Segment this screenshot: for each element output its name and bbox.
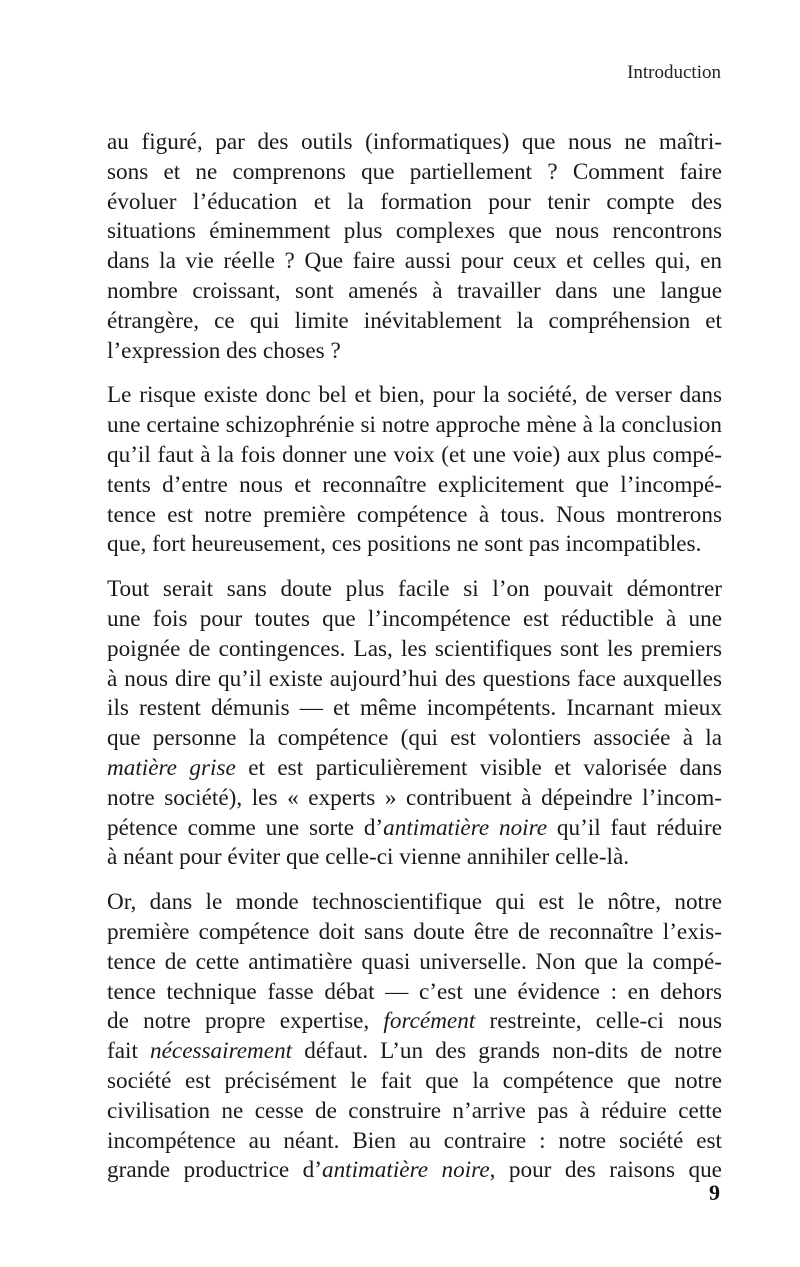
text-line: tents d’entre nous et reconnaître explicitement que l’incompé- <box>107 471 722 498</box>
text-line: incompétence au néant. Bien au contraire : notre société est <box>107 1127 722 1154</box>
italic-term: matière grise <box>107 754 236 781</box>
text-line: matière grise et est particulièrement visible et valorisée dans <box>107 754 722 781</box>
text-line: de notre propre expertise, forcément restreinte, celle-ci nous <box>107 1008 722 1035</box>
text-line: qu’il faut à la fois donner une voix (et une voie) aux plus compé- <box>107 441 722 468</box>
text-line: évoluer l’éducation et la formation pour tenir compte des <box>107 188 722 215</box>
text-line: au figuré, par des outils (informatiques) que nous ne maîtri- <box>107 129 722 155</box>
paragraph-1 <box>107 128 722 366</box>
paragraph-2 <box>107 381 722 560</box>
text-line: poignée de contingences. Las, les scientifiques sont les premiers <box>107 635 722 662</box>
text-line: une certaine schizophrénie si notre approche mène à la conclusion <box>107 412 722 439</box>
text-line: Tout serait sans doute plus facile si l’on pouvait démontrer <box>107 576 722 603</box>
text-line: civilisation ne cesse de construire n’arrive pas à réduire cette <box>107 1097 722 1124</box>
text-line: dans la vie réelle ? Que faire aussi pour ceux et celles qui, en <box>107 248 722 275</box>
text-line: l’expression des choses ? <box>107 337 341 364</box>
text-line: que personne la compétence (qui est volontiers associée à la <box>107 725 722 752</box>
text-line: fait nécessairement défaut. L’un des grands non-dits de notre <box>107 1038 722 1065</box>
text-line: à nous dire qu’il existe aujourd’hui des questions face auxquelles <box>107 665 722 692</box>
paragraph-4 <box>107 888 722 1186</box>
page-number: 9 <box>709 1180 720 1205</box>
body-text <box>107 128 722 1201</box>
text-line: tence technique fasse débat — c’est une évidence : en dehors <box>107 978 722 1005</box>
text-line: grande productrice d’antimatière noire, pour des raisons que <box>107 1157 722 1184</box>
text-line: à néant pour éviter que celle-ci vienne annihiler celle-là. <box>107 844 630 871</box>
text-line: Le risque existe donc bel et bien, pour la société, de verser dans <box>107 382 722 409</box>
text-line: ils restent démunis — et même incompétents. Incarnant mieux <box>107 695 722 722</box>
text-line: notre société), les « experts » contribuent à dépeindre l’incom- <box>107 784 722 811</box>
text-line: tence de cette antimatière quasi universelle. Non que la compé- <box>107 948 722 975</box>
text-line: une fois pour toutes que l’incompétence est réductible à une <box>107 605 722 632</box>
text-line: Or, dans le monde technoscientifique qui est le nôtre, notre <box>107 889 722 916</box>
running-head: Introduction <box>627 62 721 83</box>
text-line: sons et ne comprenons que partiellement ? Comment faire <box>107 158 722 185</box>
italic-term: antimatière noire <box>383 814 548 841</box>
text-line: tence est notre première compétence à tous. Nous montrerons <box>107 501 722 528</box>
text-line: première compétence doit sans doute être de reconnaître l’exis- <box>107 918 722 945</box>
italic-term: antimatière noire <box>321 1157 490 1184</box>
text-line: société est précisément le fait que la compétence que notre <box>107 1067 722 1094</box>
text-line: nombre croissant, sont amenés à travailler dans une langue <box>107 277 722 304</box>
paragraph-3 <box>107 575 722 873</box>
italic-term: nécessairement <box>150 1038 293 1065</box>
text-line: pétence comme une sorte d’antimatière noire qu’il faut réduire <box>107 814 722 841</box>
text-line: situations éminemment plus complexes que nous rencontrons <box>107 218 722 245</box>
text-line: étrangère, ce qui limite inévitablement la compréhension et <box>107 307 722 334</box>
italic-term: forcément <box>383 1008 476 1035</box>
text-line: que, fort heureusement, ces positions ne sont pas incompatibles. <box>107 531 702 558</box>
